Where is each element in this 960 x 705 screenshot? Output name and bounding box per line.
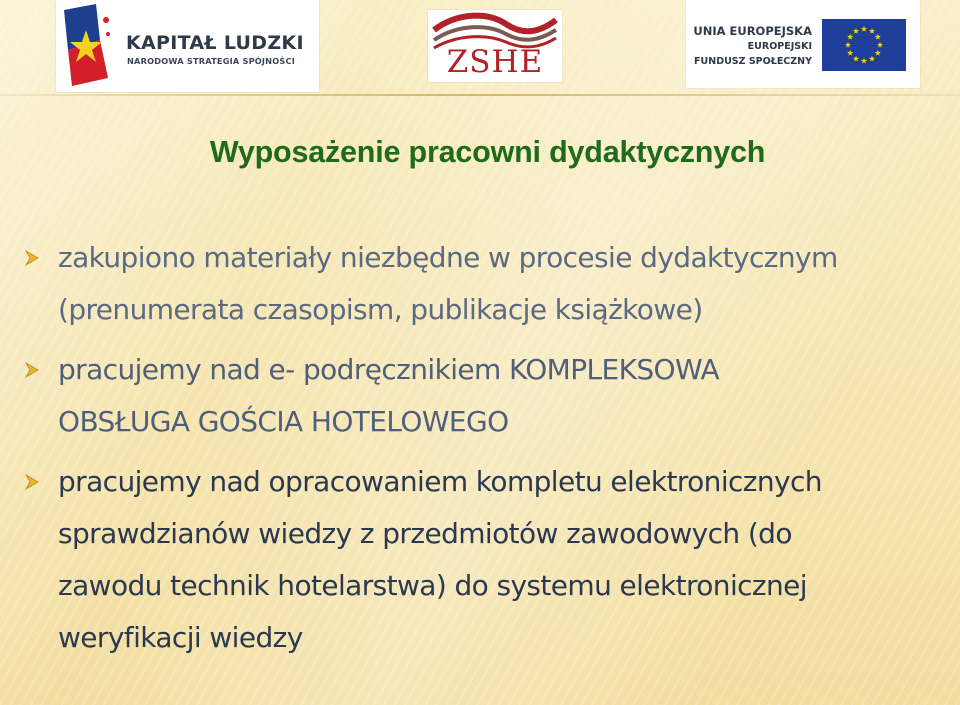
zshe-name: ZSHE xyxy=(446,44,544,80)
bullet-2-line-1: pracujemy nad e- podręcznikiem KOMPLEKSOWA xyxy=(58,353,720,386)
bullet-3-line-3: zawodu technik hotelarstwa) do systemu elektronicznej xyxy=(58,569,807,602)
eu-text-block xyxy=(693,24,812,69)
eu-flag-icon xyxy=(822,19,906,71)
eu-fund-line2: FUNDUSZ SPOŁECZNY xyxy=(694,56,812,67)
kapital-ludzki-name: KAPITAŁ LUDZKI xyxy=(126,32,304,54)
zshe-logo xyxy=(428,10,562,82)
header-divider xyxy=(0,94,960,96)
kapital-ludzki-subtitle: NARODOWA STRATEGIA SPÓJNOŚCI xyxy=(127,56,295,66)
arrowhead-bullet-icon xyxy=(24,362,40,378)
bullet-1-line-2: (prenumerata czasopism, publikacje książkowe) xyxy=(58,293,703,326)
eu-fund-line1: EUROPEJSKI xyxy=(747,41,812,52)
bullet-1-line-1: zakupiono materiały niezbędne w procesie dydaktycznym xyxy=(58,241,838,274)
arrowhead-bullet-icon xyxy=(24,250,40,266)
bullet-3-line-2: sprawdzianów wiedzy z przedmiotów zawodowych (do xyxy=(58,517,792,550)
bullet-text-2 xyxy=(58,344,719,448)
arrowhead-bullet-icon xyxy=(24,474,40,490)
bullet-text-3 xyxy=(58,456,822,664)
eu-union-name: UNIA EUROPEJSKA xyxy=(693,24,812,38)
bullet-3-line-1: pracujemy nad opracowaniem kompletu elektronicznych xyxy=(58,465,822,498)
eu-logo xyxy=(686,0,920,88)
bullet-text-1 xyxy=(58,232,838,336)
kapital-ludzki-emblem-icon xyxy=(56,0,120,92)
kapital-ludzki-logo xyxy=(56,0,319,92)
bullet-2-line-2: OBSŁUGA GOŚCIA HOTELOWEGO xyxy=(58,405,509,438)
slide-title: Wyposażenie pracowni dydaktycznych xyxy=(209,135,766,169)
bullet-3-line-4: weryfikacji wiedzy xyxy=(58,621,303,654)
